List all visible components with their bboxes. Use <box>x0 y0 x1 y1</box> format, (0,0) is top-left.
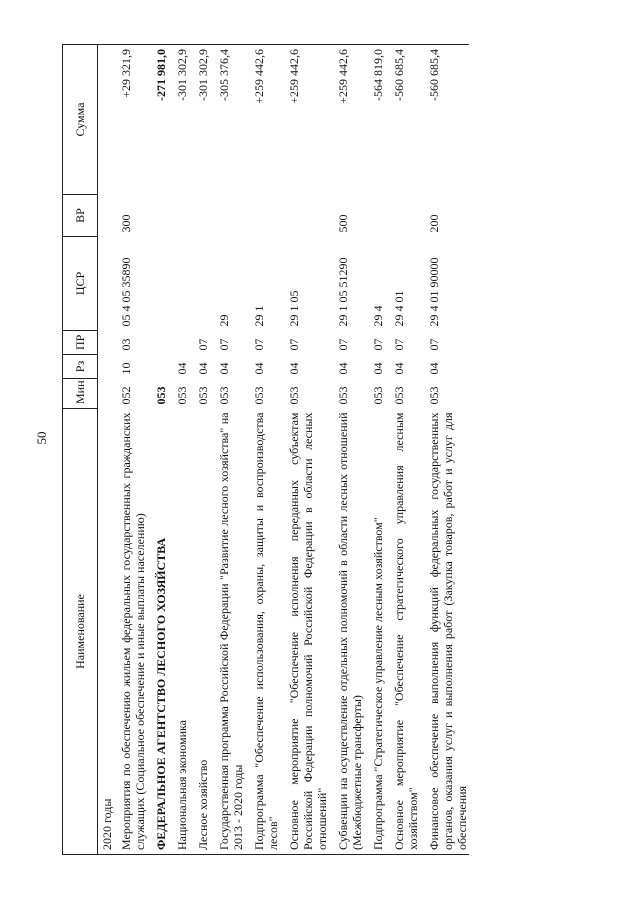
cell-name: Финансовое обеспечение выполнения функций федеральных государственных органов, оказания услуг и выполнения работ (Закупка товаров, работ и услуг для обеспечения <box>424 409 469 855</box>
cell-rz: 04 <box>196 362 210 375</box>
cell-min: 053 <box>336 386 350 405</box>
table-row <box>151 45 172 855</box>
cell-csr: 29 1 <box>252 305 266 327</box>
cell-sum: -301 302,9 <box>193 45 214 195</box>
header-sum: Сумма <box>63 45 98 195</box>
cell-sum: -305 376,4 <box>214 45 249 195</box>
cell-vr <box>151 195 172 237</box>
cell-pr: 07 <box>371 338 385 351</box>
cell-name: Мероприятия по обеспечению жильем федеральных государственных гражданских служащих (Социальное обеспечение и иные выплаты населению) <box>116 409 151 855</box>
cell-csr <box>193 237 214 331</box>
cell-vr: 500 <box>336 214 350 233</box>
cell-rz: 04 <box>427 362 441 375</box>
cell-sum: +29 321,9 <box>116 45 151 195</box>
cell-min: 053 <box>371 386 385 405</box>
table-row <box>193 45 214 855</box>
cell-min: 053 <box>196 386 210 405</box>
cell-sum: -271 981,0 <box>151 45 172 195</box>
cell-pr: 07 <box>392 338 406 351</box>
year-label: 2020 годы <box>98 45 117 855</box>
budget-table <box>62 44 469 855</box>
cell-name: Национальная экономика <box>172 409 193 855</box>
table-row <box>284 45 333 855</box>
cell-rz: 04 <box>371 362 385 375</box>
table-header-row <box>63 45 98 855</box>
cell-csr: 05 4 05 35890 <box>119 257 133 327</box>
cell-name: Подпрограмма "Стратегическое управление лесным хозяйством" <box>368 409 389 855</box>
cell-rz: 04 <box>217 362 231 375</box>
cell-sum: +259 442,6 <box>333 45 368 195</box>
rotated-table-container <box>62 45 622 855</box>
cell-min: 053 <box>154 386 168 405</box>
header-vr: ВР <box>63 195 98 237</box>
cell-min: 053 <box>175 386 189 405</box>
cell-name: Основное мероприятие "Обеспечение исполнения переданных субъектам Российской Федерации полномочий Российской Федерации в области лесных отношений" <box>284 409 333 855</box>
cell-rz: 04 <box>252 362 266 375</box>
cell-csr: 29 4 <box>371 305 385 327</box>
cell-vr <box>368 195 389 237</box>
table-row <box>249 45 284 855</box>
cell-rz: 04 <box>175 362 189 375</box>
cell-min: 053 <box>392 386 406 405</box>
cell-sum: -564 819,0 <box>368 45 389 195</box>
cell-vr <box>389 195 424 237</box>
page-number: 50 <box>34 431 49 445</box>
header-csr: ЦСР <box>63 237 98 331</box>
table-row <box>424 45 469 855</box>
cell-rz: 04 <box>287 362 301 375</box>
cell-rz <box>151 355 172 379</box>
cell-pr: 07 <box>336 338 350 351</box>
cell-vr <box>193 195 214 237</box>
cell-csr: 29 1 05 51290 <box>336 257 350 327</box>
cell-csr <box>151 237 172 331</box>
cell-pr: 07 <box>196 338 210 351</box>
table-row <box>172 45 193 855</box>
header-rz: Рз <box>63 355 98 379</box>
cell-vr <box>172 195 193 237</box>
cell-name: Государственная программа Российской Федерации "Развитие лесного хозяйства" на 2013 - 2020 годы <box>214 409 249 855</box>
cell-pr: 07 <box>217 338 231 351</box>
cell-csr: 29 4 01 90000 <box>427 257 441 327</box>
cell-vr <box>284 195 333 237</box>
cell-csr: 29 4 01 <box>392 290 406 327</box>
cell-name: Основное мероприятие "Обеспечение стратегического управления лесным хозяйством" <box>389 409 424 855</box>
cell-min: 053 <box>287 386 301 405</box>
cell-vr <box>214 195 249 237</box>
cell-rz: 04 <box>392 362 406 375</box>
cell-vr <box>249 195 284 237</box>
cell-pr: 07 <box>427 338 441 351</box>
cell-min: 052 <box>119 386 133 405</box>
cell-csr: 29 1 05 <box>287 290 301 327</box>
cell-pr: 07 <box>252 338 266 351</box>
cell-min: 053 <box>427 386 441 405</box>
header-pr: ПР <box>63 331 98 355</box>
table-row <box>333 45 368 855</box>
table-row <box>389 45 424 855</box>
cell-min: 053 <box>252 386 266 405</box>
cell-name: Лесное хозяйство <box>193 409 214 855</box>
table-row <box>116 45 151 855</box>
cell-sum: -301 302,9 <box>172 45 193 195</box>
cell-name: Субвенции на осуществление отдельных полномочий в области лесных отношений (Межбюджетные трансферты) <box>333 409 368 855</box>
cell-sum: +259 442,6 <box>284 45 333 195</box>
table-row <box>368 45 389 855</box>
year-row <box>98 45 117 855</box>
cell-min: 053 <box>217 386 231 405</box>
cell-rz: 04 <box>336 362 350 375</box>
cell-rz: 10 <box>119 362 133 375</box>
cell-vr: 300 <box>119 214 133 233</box>
cell-sum: -560 685,4 <box>424 45 469 195</box>
cell-pr <box>151 331 172 355</box>
cell-name: ФЕДЕРАЛЬНОЕ АГЕНТСТВО ЛЕСНОГО ХОЗЯЙСТВА <box>151 409 172 855</box>
header-name: Наименование <box>63 409 98 855</box>
cell-pr <box>172 331 193 355</box>
cell-name: Подпрограмма "Обеспечение использования, охраны, защиты и воспроизводства лесов" <box>249 409 284 855</box>
cell-pr: 07 <box>287 338 301 351</box>
cell-csr: 29 <box>217 314 231 327</box>
table-row <box>214 45 249 855</box>
cell-pr: 03 <box>119 338 133 351</box>
cell-csr <box>172 237 193 331</box>
cell-sum: -560 685,4 <box>389 45 424 195</box>
cell-vr: 200 <box>427 214 441 233</box>
cell-sum: +259 442,6 <box>249 45 284 195</box>
header-min: Мин <box>63 379 98 409</box>
